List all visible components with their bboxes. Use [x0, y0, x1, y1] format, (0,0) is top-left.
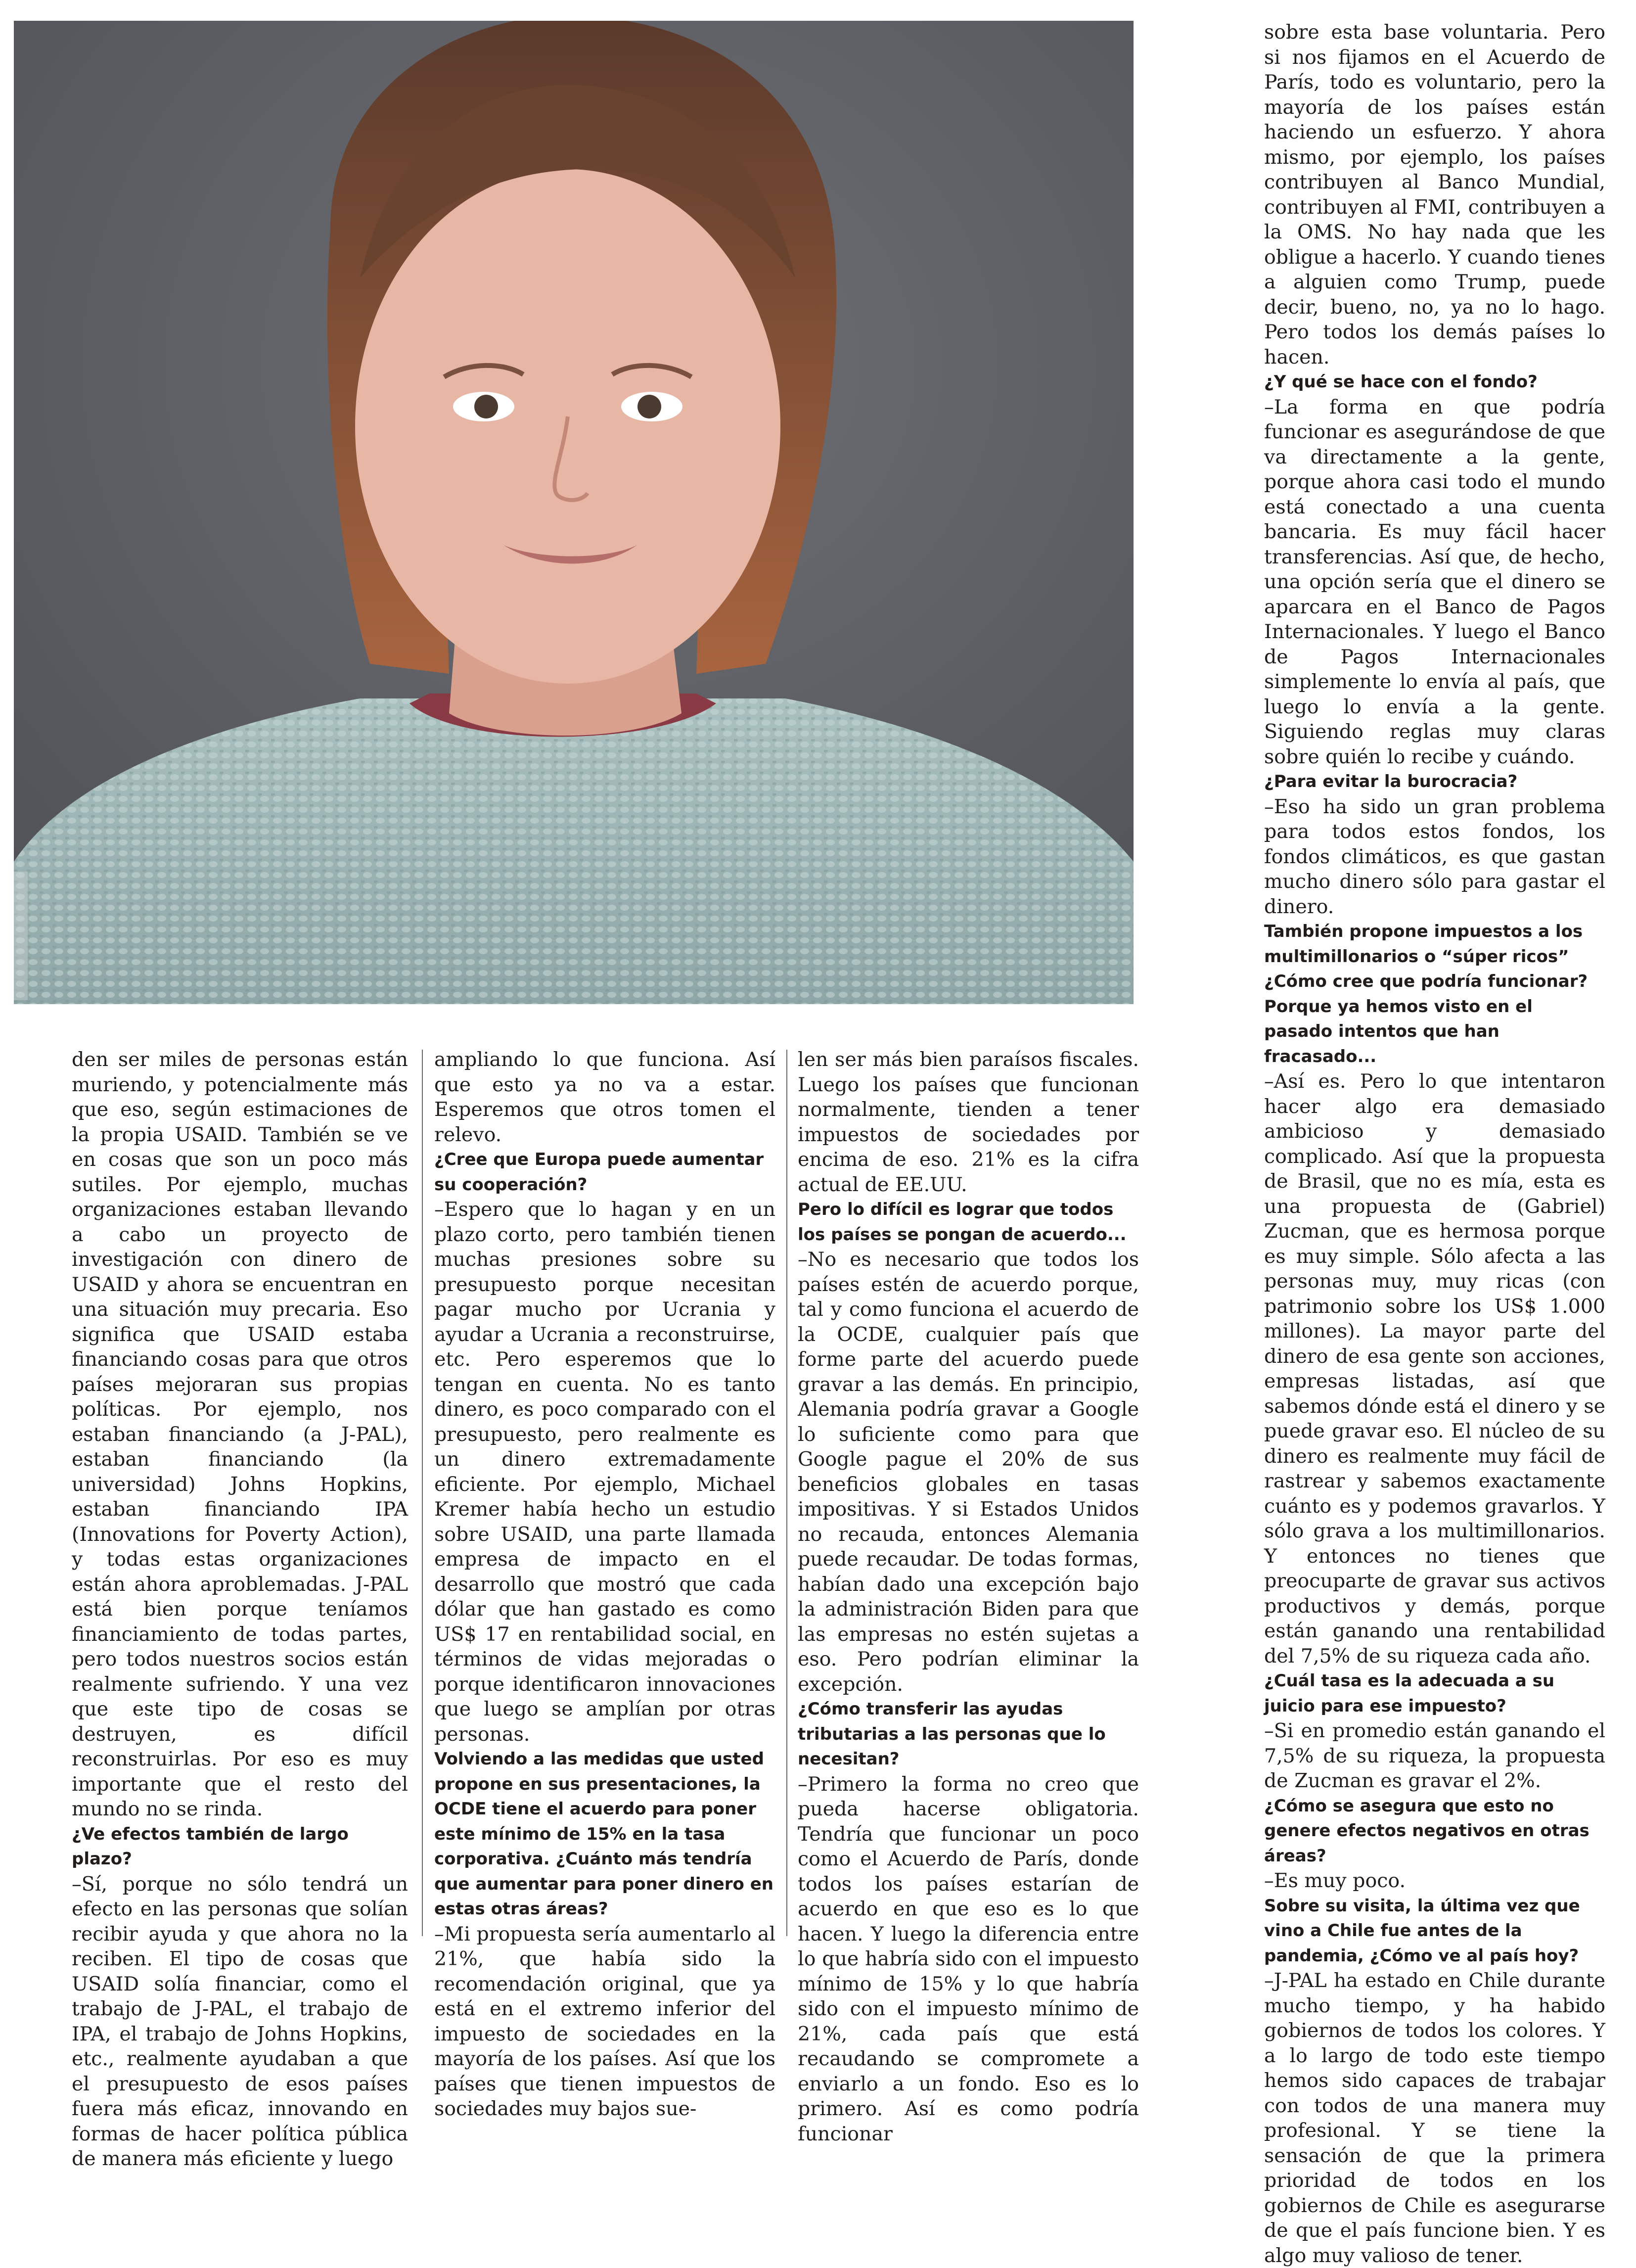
interview-question: ¿Cómo transferir las ayudas tributarias a las personas que lo necesitan?	[798, 1699, 1106, 1769]
body-paragraph: –No es necesario que todos los países estén de acuerdo porque, tal y como funciona el acuerdo de la OCDE, cualquier país que forme parte del acuerdo puede gravar a las demás. En principio, Alemania podría gravar a Google lo suficiente como para que Google pague el 20% de sus beneficios globales en tasas impositivas. Y si Estados Unidos no recauda, entonces Alemania puede recaudar. De todas formas, habían dado una excepción bajo la administración Biden para que las empresas no estén sujetas a eso. Pero podrían eliminar la excepción.	[798, 1248, 1139, 1696]
interview-question: También propone impuestos a los multimillonarios o “súper ricos” ¿Cómo cree que podría funcionar? Porque ya hemos visto en el pasado intentos que han fracasado...	[1264, 922, 1588, 1066]
body-paragraph: –Mi propuesta sería aumentarlo al 21%, que había sido la recomendación original, que ya está en el extremo inferior del impuesto de sociedades en la mayoría de los países. Así que los países que tienen impuestos de sociedades muy bajos sue-	[434, 1922, 775, 2120]
column-separator	[786, 1050, 787, 1936]
body-paragraph: len ser más bien paraísos fiscales. Luego los países que funcionan normalmente, tienden a tener impuestos de sociedades por encima de eso. 21% es la cifra actual de EE.UU.	[798, 1048, 1139, 1196]
column-separator	[422, 1050, 423, 1936]
body-paragraph: –Sí, porque no sólo tendrá un efecto en las personas que solían recibir ayuda y que ahora no la reciben. El tipo de cosas que USAID solía financiar, como el trabajo de J-PAL, el trabajo de IPA, el trabajo de Johns Hopkins, etc., realmente ayudaban a que el presupuesto de esos países fuera más eficaz, innovando en formas de hacer política pública de manera más eficiente y luego	[72, 1872, 408, 2170]
body-paragraph: –Espero que lo hagan y en un plazo corto, pero también tienen muchas presiones sobre su presupuesto porque necesitan pagar mucho por Ucrania y ayudar a Ucrania a reconstruirse, etc. Pero esperemos que lo tengan en cuenta. No es tanto dinero, es poco comparado con el presupuesto, pero realmente es un dinero extremadamente eficiente. Por ejemplo, Michael Kremer había hecho un estudio sobre USAID, una parte llamada empresa de impacto en el desarrollo que mostró que cada dólar que han gastado es como US$ 17 en rentabilidad social, en términos de vidas mejoradas o porque identificaron innovaciones que luego se amplían por otras personas.	[434, 1198, 775, 1746]
body-paragraph: sobre esta base voluntaria. Pero si nos fijamos en el Acuerdo de París, todo es voluntario, pero la mayoría de los países están haciendo un esfuerzo. Y ahora mismo, por ejemplo, los países contribuyen al Banco Mundial, contribuyen al FMI, contribuyen a la OMS. No hay nada que les obligue a hacerlo. Y cuando tienes a alguien como Trump, puede decir, bueno, no, ya no lo hago. Pero todos los demás países lo hacen.	[1264, 21, 1605, 369]
portrait-illustration	[14, 21, 1134, 1004]
article-column-2	[434, 1047, 775, 2122]
interview-question: ¿Para evitar la burocracia?	[1264, 772, 1518, 791]
body-paragraph: –Eso ha sido un gran problema para todos estos fondos, los fondos climáticos, es que gastan mucho dinero sólo para gastar el dinero.	[1264, 795, 1605, 918]
body-paragraph: den ser miles de personas están muriendo, y potencialmente más que eso, según estimaciones de la propia USAID. También se ve en cosas que son un poco más sutiles. Por ejemplo, muchas organizaciones estaban llevando a cabo un proyecto de investigación con dinero de USAID y ahora se encuentran en una situación muy precaria. Eso significa que USAID estaba financiando cosas para que otros países mejoraran sus propias políticas. Por ejemplo, nos estaban financiando (a J-PAL), estaban financiando (la universidad) Johns Hopkins, estaban financiando IPA (Innovations for Poverty Action), y todas estas organizaciones están ahora aproblemadas. J-PAL está bien porque teníamos financiamiento de todas partes, pero todos nuestros socios están realmente sufriendo. Y una vez que este tipo de cosas se destruyen, es difícil reconstruirlas. Por eso es muy importante que el resto del mundo no se rinda.	[72, 1048, 408, 1820]
body-paragraph: –Así es. Pero lo que intentaron hacer algo era demasiado ambicioso y demasiado complicado. Así que la propuesta de Brasil, que no es mía, esta es una propuesta de (Gabriel) Zucman, que es hermosa porque es muy simple. Sólo afecta a las personas muy, muy ricas (con patrimonio sobre los US$ 1.000 millones). La mayor parte del dinero de esa gente son acciones, empresas listadas, así que sabemos dónde está el dinero y se puede gravar eso. El núcleo de su dinero es realmente muy fácil de rastrear y sabemos exactamente cuánto es y podemos gravarlos. Y sólo grava a los multimillonarios. Y entonces no tienes que preocuparte de gravar sus activos productivos y demás, porque están ganando una rentabilidad del 7,5% de su riqueza cada año.	[1264, 1070, 1605, 1667]
body-paragraph: –Primero la forma no creo que pueda hacerse obligatoria. Tendría que funcionar un poco como el Acuerdo de París, donde todos los países estarían de acuerdo en que eso es lo que hacen. Y luego la diferencia entre lo que habría sido con el impuesto mínimo de 15% y lo que habría sido con el impuesto mínimo de 21%, cada país que está recaudando se compromete a enviarlo a un fondo. Eso es lo primero. Así es como podría funcionar	[798, 1772, 1139, 2145]
portrait-photo	[14, 21, 1134, 1004]
interview-question: ¿Cuál tasa es la adecuada a su juicio para ese impuesto?	[1264, 1671, 1555, 1716]
body-paragraph: –Es muy poco.	[1264, 1869, 1406, 1892]
interview-question: ¿Cómo se asegura que esto no genere efectos negativos en otras áreas?	[1264, 1796, 1590, 1866]
interview-question: ¿Ve efectos también de largo plazo?	[72, 1824, 349, 1869]
body-paragraph: –Si en promedio están ganando el 7,5% de su riqueza, la propuesta de Zucman es gravar el 2%.	[1264, 1719, 1605, 1792]
body-paragraph: ampliando lo que funciona. Así que esto ya no va a estar. Esperemos que otros tomen el relevo.	[434, 1048, 775, 1146]
interview-question: Volviendo a las medidas que usted propone en sus presentaciones, la OCDE tiene el acuerdo para poner este mínimo de 15% en la tasa corporativa. ¿Cuánto más tendría que aumentar para poner dinero en estas otras áreas?	[434, 1749, 773, 1919]
interview-question: ¿Cree que Europa puede aumentar su cooperación?	[434, 1150, 764, 1195]
interview-question: Sobre su visita, la última vez que vino a Chile fue antes de la pandemia, ¿Cómo ve al país hoy?	[1264, 1896, 1580, 1966]
article-column-3	[798, 1047, 1139, 2146]
article-column-1	[72, 1047, 408, 2172]
interview-question: ¿Y qué se hace con el fondo?	[1264, 372, 1538, 392]
article-column-4	[1264, 20, 1605, 2268]
body-paragraph: –J-PAL ha estado en Chile durante mucho tiempo, y ha habido gobiernos de todos los colores. Y a lo largo de todo este tiempo hemos sido capaces de trabajar con todos de una manera muy profesional. Y se tiene la sensación de que la primera prioridad de todos en los gobiernos de Chile es asegurarse de que el país funcione bien. Y es algo muy valioso de tener.	[1264, 1969, 1605, 2267]
interview-question: Pero lo difícil es lograr que todos los países se pongan de acuerdo...	[798, 1200, 1127, 1245]
body-paragraph: –La forma en que podría funcionar es asegurándose de que va directamente a la gente, porque ahora casi todo el mundo está conectado a una cuenta bancaria. Es muy fácil hacer transferencias. Así que, de hecho, una opción sería que el dinero se aparcara en el Banco de Pagos Internacionales. Y luego el Banco de Pagos Internacionales simplemente lo envía al país, que luego lo envía a la gente. Siguiendo reglas muy claras sobre quién lo recibe y cuándo.	[1264, 395, 1605, 768]
